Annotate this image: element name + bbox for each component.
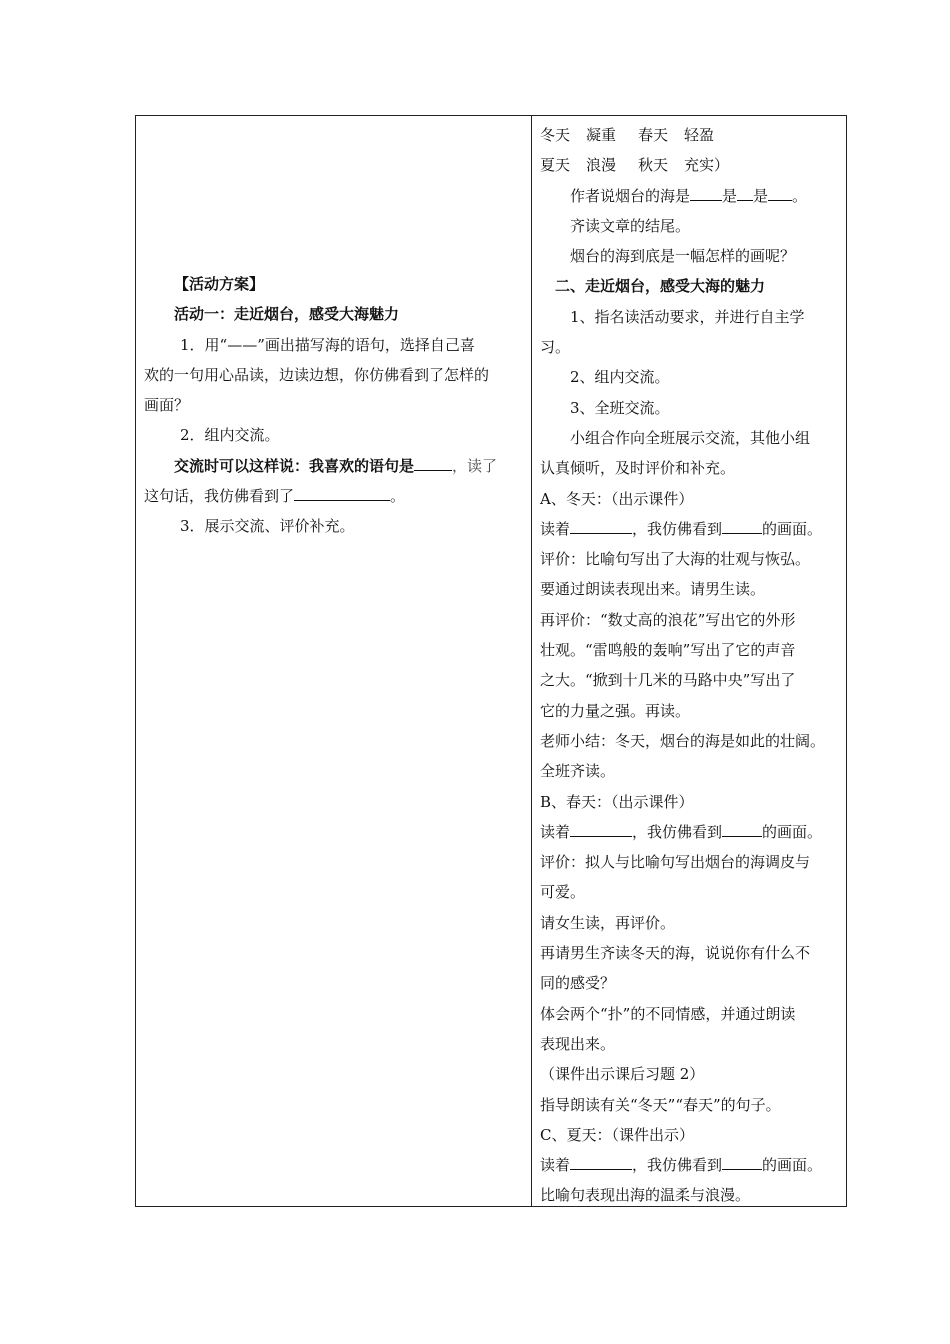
author-text-b: 是: [722, 186, 738, 205]
section-two-title: 二、走近烟台，感受大海的魅力: [555, 277, 766, 296]
read-text-c: 的画面。: [762, 822, 823, 841]
season-autumn: 秋天: [638, 156, 669, 175]
author-text-end: 。: [792, 186, 808, 205]
read-text-b: ，我仿佛看到: [632, 822, 723, 841]
season-row-2: [540, 150, 842, 180]
winter-eval-line1: 评价：比喻句写出了大海的壮观与恢弘。: [540, 550, 811, 569]
author-line: [540, 181, 842, 211]
season-spring: 春天: [638, 126, 669, 144]
step3: 3、全班交流。: [570, 398, 670, 417]
season-row-1: [540, 120, 842, 150]
group-line2: 认真倾听，及时评价和补充。: [540, 459, 736, 478]
activity-one-title: 活动一：走近烟台，感受大海魅力: [174, 305, 400, 324]
winter-re-eval-line3: 之大。“掀到十几米的马路中央”写出了: [540, 671, 796, 690]
answer-blank[interactable]: [570, 1154, 632, 1170]
summer-eval: 比喻句表现出海的温柔与浪漫。: [540, 1186, 751, 1205]
exchange-mid: ，读了: [452, 456, 498, 475]
winter-read-line: [540, 514, 842, 544]
right-column: [540, 116, 842, 1211]
answer-blank[interactable]: [722, 518, 762, 534]
pu-line1: 体会两个“扑”的不同情感，并通过朗读: [540, 1004, 796, 1023]
girls-read: 请女生读，再评价。: [540, 913, 676, 932]
exchange-line1: [144, 451, 526, 481]
spring-eval-line2: 可爱。: [540, 883, 586, 902]
all-read: 全班齐读。: [540, 762, 616, 781]
item2: 2．组内交流。: [180, 426, 280, 445]
winter-summary: 老师小结：冬天，烟台的海是如此的壮阔。: [540, 731, 826, 750]
item1-line1: 1．用“——”画出描写海的语句，选择自己喜: [180, 335, 475, 354]
read-text-a: 读着: [540, 1156, 571, 1175]
answer-blank[interactable]: [690, 185, 722, 201]
lesson-plan-table: [135, 115, 847, 1207]
summer-heading: C、夏天：（课件出示）: [540, 1125, 694, 1144]
read-text-c: 的画面。: [762, 519, 823, 538]
left-column: [144, 116, 526, 542]
spring-eval-line1: 评价：拟人与比喻句写出烟台的海调皮与: [540, 853, 811, 872]
step1-line1: 1、指名读活动要求，并进行自主学: [570, 307, 805, 326]
answer-blank[interactable]: [414, 455, 452, 471]
exchange-line2-prefix: 这句话，我仿佛看到了: [144, 487, 295, 506]
boys-line2: 同的感受？: [540, 974, 616, 993]
winter-heading: A、冬天：（出示课件）: [540, 489, 694, 508]
season-winter: 冬天: [540, 126, 571, 144]
season-spring-word: 轻盈: [684, 126, 715, 144]
season-summer: 夏天: [540, 156, 571, 175]
exercise-note: （课件出示课后习题 2）: [540, 1065, 705, 1084]
answer-blank[interactable]: [737, 185, 753, 201]
answer-blank[interactable]: [768, 185, 792, 201]
spring-read-line: [540, 817, 842, 847]
exchange-end: 。: [390, 487, 406, 506]
winter-re-eval-line1: 再评价：“数丈高的浪花”写出它的外形: [540, 610, 796, 629]
question-line: 烟台的海到底是一幅怎样的画呢？: [570, 247, 796, 266]
winter-re-eval-line4: 它的力量之强。再读。: [540, 701, 691, 720]
read-text-b: ，我仿佛看到: [632, 1156, 723, 1175]
spring-heading: B、春天：（出示课件）: [540, 792, 694, 811]
item3: 3．展示交流、评价补充。: [180, 517, 355, 536]
answer-blank[interactable]: [722, 821, 762, 837]
exchange-line2: [144, 481, 526, 511]
exchange-prefix: 交流时可以这样说：我喜欢的语句是: [174, 456, 415, 475]
boys-line1: 再请男生齐读冬天的海，说说你有什么不: [540, 944, 811, 963]
season-autumn-word: 充实）: [684, 156, 730, 175]
season-winter-word: 凝重: [586, 126, 617, 144]
answer-blank[interactable]: [722, 1154, 762, 1170]
season-summer-word: 浪漫: [586, 156, 617, 175]
author-text-a: 作者说烟台的海是: [570, 186, 691, 205]
group-line1: 小组合作向全班展示交流，其他小组: [570, 428, 811, 447]
answer-blank[interactable]: [294, 485, 390, 501]
step2: 2、组内交流。: [570, 368, 670, 387]
column-divider: [531, 116, 532, 1206]
read-text-b: ，我仿佛看到: [632, 519, 723, 538]
author-text-c: 是: [753, 186, 769, 205]
read-ending: 齐读文章的结尾。: [570, 216, 691, 235]
read-text-c: 的画面。: [762, 1156, 823, 1175]
item1-line3: 画面？: [144, 396, 190, 415]
item1-line2: 欢的一句用心品读，边读边想，你仿佛看到了怎样的: [144, 365, 490, 384]
pu-line2: 表现出来。: [540, 1034, 616, 1053]
winter-re-eval-line2: 壮观。“雷鸣般的轰响”写出了它的声音: [540, 641, 796, 660]
step1-line2: 习。: [540, 338, 571, 357]
read-text-a: 读着: [540, 822, 571, 841]
answer-blank[interactable]: [570, 821, 632, 837]
guide-line: 指导朗读有关“冬天”“春天”的句子。: [540, 1095, 781, 1114]
winter-eval-line2: 要通过朗读表现出来。请男生读。: [540, 580, 766, 599]
summer-read-line: [540, 1150, 842, 1180]
activity-plan-heading: 【活动方案】: [174, 275, 265, 293]
answer-blank[interactable]: [570, 518, 632, 534]
read-text-a: 读着: [540, 519, 571, 538]
